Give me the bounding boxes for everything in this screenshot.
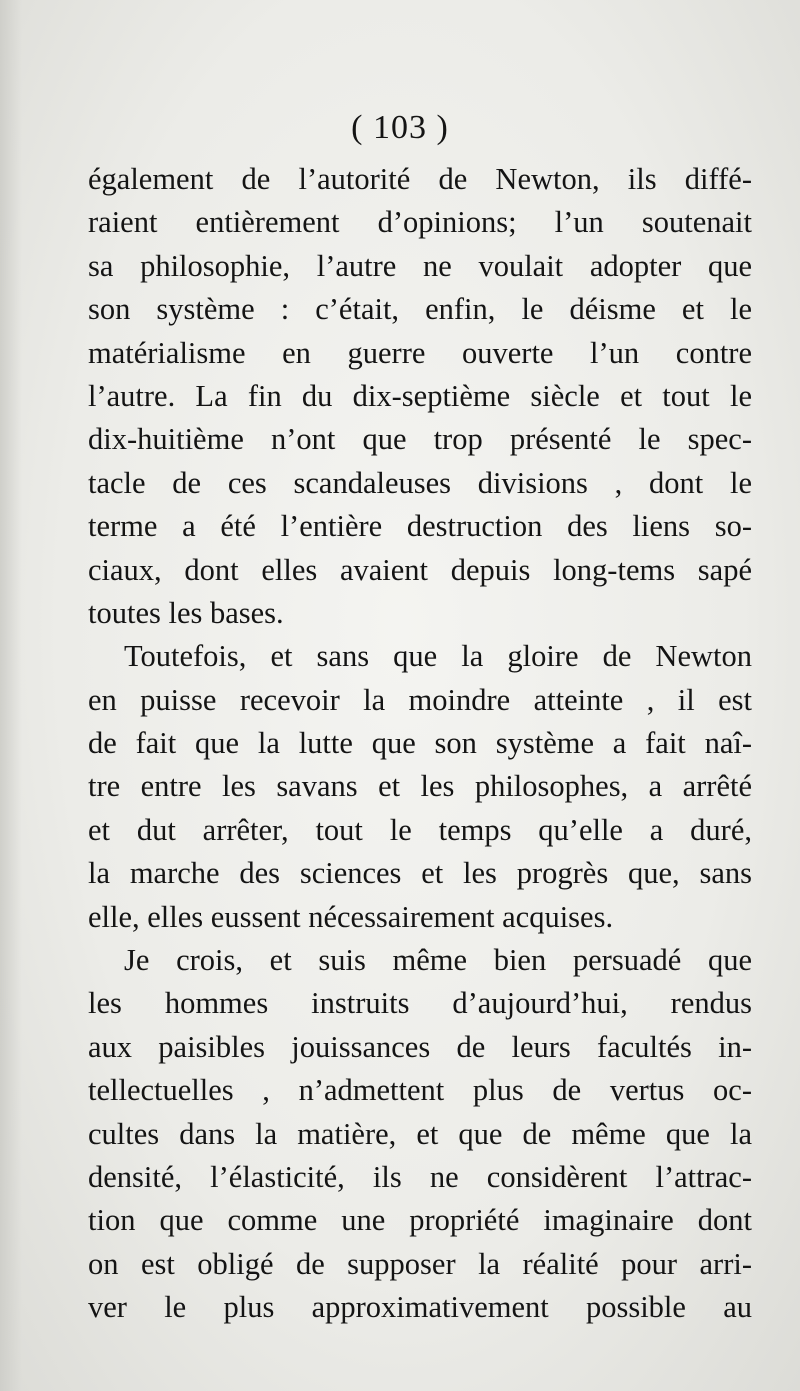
body-text: [88, 158, 752, 1330]
text-line: ciaux, dont elles avaient depuis long-tems sapé: [88, 552, 752, 587]
text-line: toutes les bases.: [88, 595, 284, 630]
text-line: densité, l’élasticité, ils ne considèrent l’attrac-: [88, 1159, 752, 1194]
text-line: également de l’autorité de Newton, ils diffé-: [88, 162, 752, 196]
text-line: terme a été l’entière destruction des liens so-: [88, 509, 752, 544]
text-line: tellectuelles , n’admettent plus de vertus oc-: [88, 1073, 752, 1108]
text-line: matérialisme en guerre ouverte l’un contre: [88, 335, 752, 370]
page-number: ( 103 ): [351, 109, 449, 146]
text-line: la marche des sciences et les progrès que, sans: [88, 856, 752, 891]
text-line: tion que comme une propriété imaginaire dont: [88, 1203, 752, 1238]
text-line: les hommes instruits d’aujourd’hui, rendus: [88, 986, 752, 1021]
text-line: tre entre les savans et les philosophes, a arrêté: [88, 769, 752, 804]
text-line: Toutefois, et sans que la gloire de Newton: [124, 639, 752, 674]
text-line: raient entièrement d’opinions; l’un soutenait: [88, 205, 752, 240]
text-line: on est obligé de supposer la réalité pour arri-: [88, 1246, 752, 1281]
text-line: en puisse recevoir la moindre atteinte , il est: [88, 682, 752, 717]
text-line: cultes dans la matière, et que de même que la: [88, 1116, 752, 1151]
text-line: Je crois, et suis même bien persuadé que: [124, 943, 752, 978]
text-line: ver le plus approximativement possible au: [88, 1290, 752, 1325]
text-line: l’autre. La fin du dix-septième siècle et tout le: [88, 378, 752, 413]
text-line: sa philosophie, l’autre ne voulait adopter que: [88, 248, 752, 283]
text-line: de fait que la lutte que son système a fait naî-: [88, 726, 752, 761]
text-line: dix-huitième n’ont que trop présenté le spec-: [88, 422, 752, 457]
text-line: tacle de ces scandaleuses divisions , dont le: [88, 465, 752, 500]
page-edge-shadow: [0, 0, 22, 1391]
text-line: elle, elles eussent nécessairement acquises.: [88, 899, 614, 934]
text-line: aux paisibles jouissances de leurs facultés in-: [88, 1029, 752, 1064]
text-line: son système : c’était, enfin, le déisme et le: [88, 292, 752, 327]
text-line: et dut arrêter, tout le temps qu’elle a duré,: [88, 812, 752, 847]
